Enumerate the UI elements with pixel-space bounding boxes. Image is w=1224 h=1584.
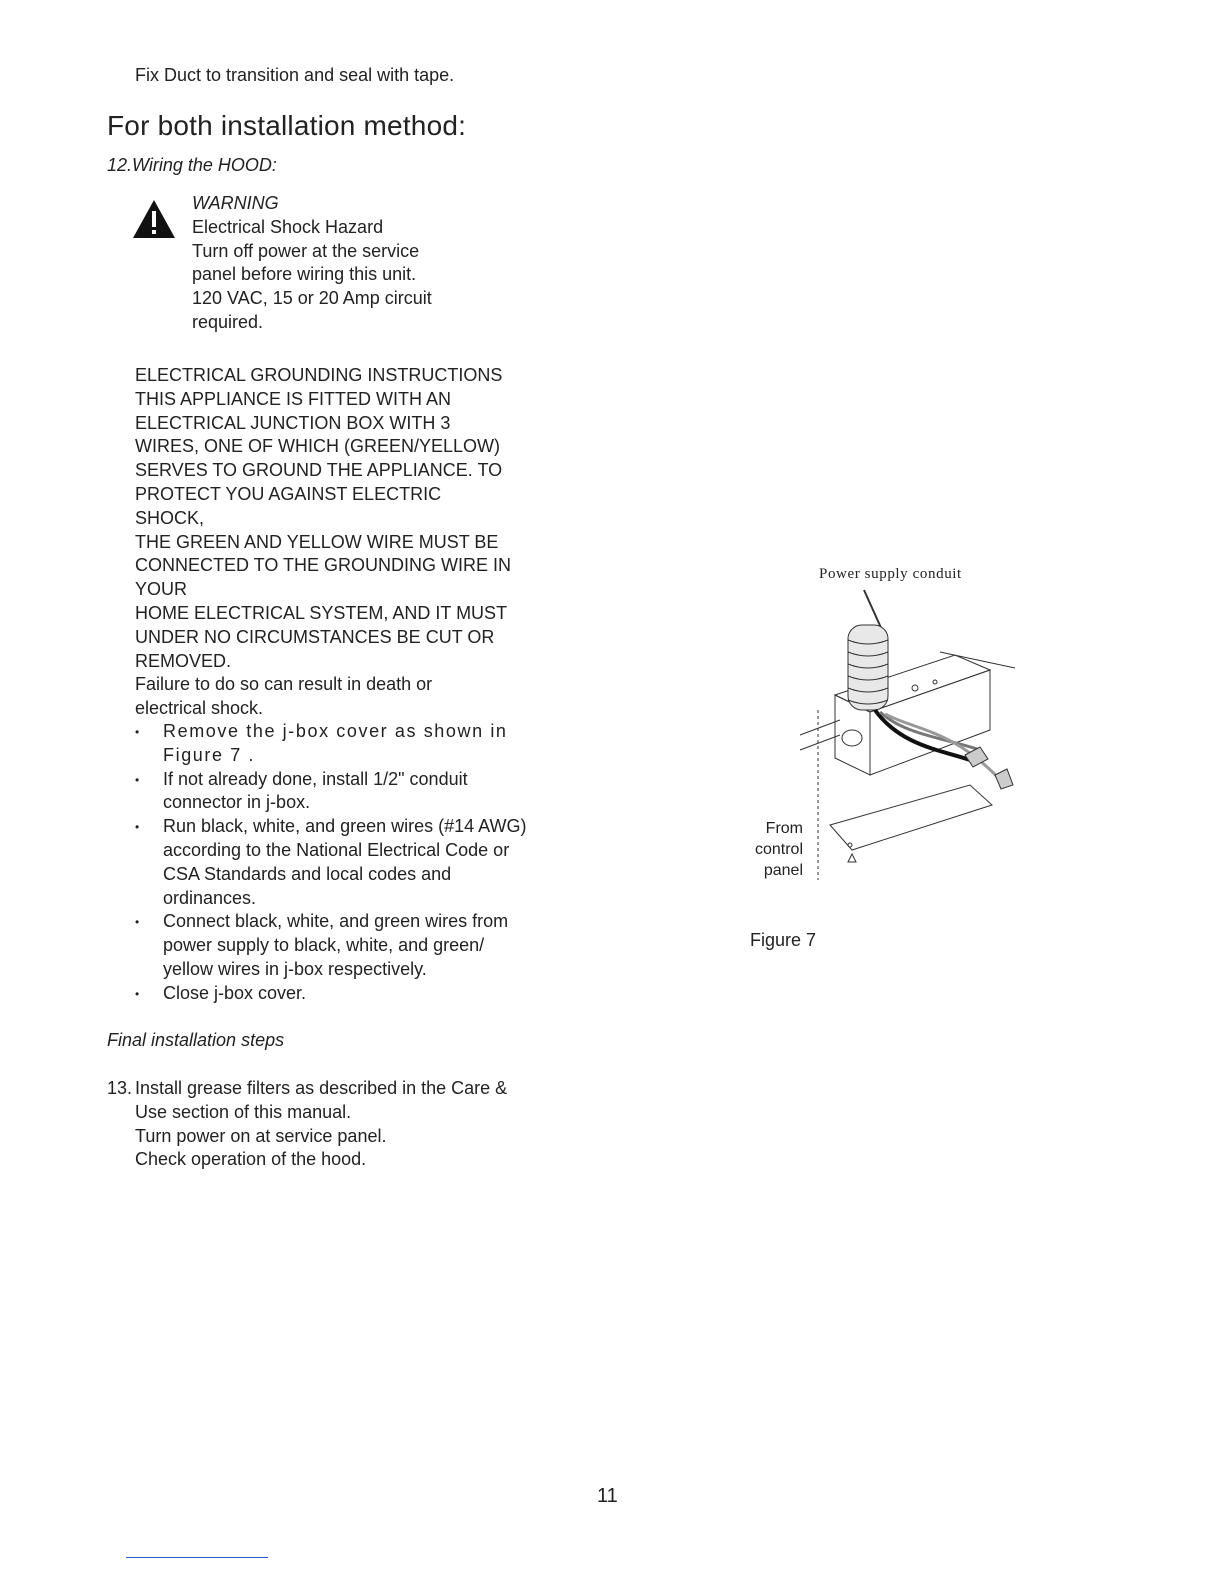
grounding-line: ELECTRICAL GROUNDING INSTRUCTIONS <box>135 365 503 385</box>
warning-line: panel before wiring this unit. <box>192 264 417 285</box>
step-13-line: Check operation of the hood. <box>135 1149 367 1170</box>
intro-line: Fix Duct to transition and seal with tape. <box>135 65 455 85</box>
figure-label-line: panel <box>763 862 803 879</box>
figure-label-control-panel <box>745 818 803 881</box>
page-number: 11 <box>597 1485 618 1507</box>
list-item: • If not already done, install 1/2" conduit connector in j-box. <box>135 768 535 816</box>
step-13-line: Install grease filters as described in the Care & <box>135 1078 508 1098</box>
footer-rule <box>126 1557 268 1558</box>
final-steps-heading: Final installation steps <box>107 1030 285 1050</box>
step-12-title: 12.Wiring the HOOD: <box>107 155 277 175</box>
warning-triangle-icon <box>131 198 177 240</box>
section-heading: For both installation method: <box>107 110 467 141</box>
warning-line: Electrical Shock Hazard <box>192 216 384 237</box>
warning-line: Turn off power at the service <box>192 240 420 261</box>
grounding-line: PROTECT YOU AGAINST ELECTRIC SHOCK, <box>135 483 442 528</box>
grounding-instructions <box>135 364 515 721</box>
figure-caption: Figure 7 <box>750 930 817 950</box>
grounding-line: Failure to do so can result in death or <box>135 674 433 695</box>
grounding-line: THIS APPLIANCE IS FITTED WITH AN <box>135 388 452 409</box>
list-item: • Remove the j-box cover as shown in Figure 7 . <box>135 720 535 768</box>
grounding-line: THE GREEN AND YELLOW WIRE MUST BE <box>135 531 499 552</box>
figure-label-line: control <box>754 841 803 858</box>
step-13-line: Use section of this manual. <box>135 1101 352 1122</box>
wiring-steps-list <box>135 720 535 1006</box>
grounding-line: HOME ELECTRICAL SYSTEM, AND IT MUST <box>135 602 508 623</box>
grounding-line: UNDER NO CIRCUMSTANCES BE CUT OR <box>135 626 495 647</box>
warning-line: 120 VAC, 15 or 20 Amp circuit <box>192 288 432 309</box>
warning-block <box>192 192 512 335</box>
warning-line: required. <box>192 311 264 332</box>
step-13-line: Turn power on at service panel. <box>135 1125 387 1146</box>
figure-label-power-conduit: Power supply conduit <box>819 566 962 582</box>
step-13 <box>107 1077 537 1172</box>
list-item: • Run black, white, and green wires (#14 AWG) according to the National Electrical Code or CSA Standards and local codes and ordinances. <box>135 815 535 910</box>
step-13-number: 13. <box>107 1078 133 1098</box>
warning-title: WARNING <box>192 193 279 213</box>
grounding-line: electrical shock. <box>135 698 264 719</box>
grounding-line: CONNECTED TO THE GROUNDING WIRE IN <box>135 555 512 576</box>
grounding-line: SERVES TO GROUND THE APPLIANCE. TO <box>135 460 503 481</box>
grounding-line: ELECTRICAL JUNCTION BOX WITH 3 <box>135 412 451 433</box>
list-item: • Connect black, white, and green wires from power supply to black, white, and green/ yellow wires in j-box respectively. <box>135 910 535 981</box>
grounding-line: REMOVED. <box>135 650 232 671</box>
grounding-line: YOUR <box>135 579 188 600</box>
grounding-line: WIRES, ONE OF WHICH (GREEN/YELLOW) <box>135 436 501 457</box>
list-item: • Close j-box cover. <box>135 982 535 1006</box>
figure-label-line: From <box>765 820 803 837</box>
